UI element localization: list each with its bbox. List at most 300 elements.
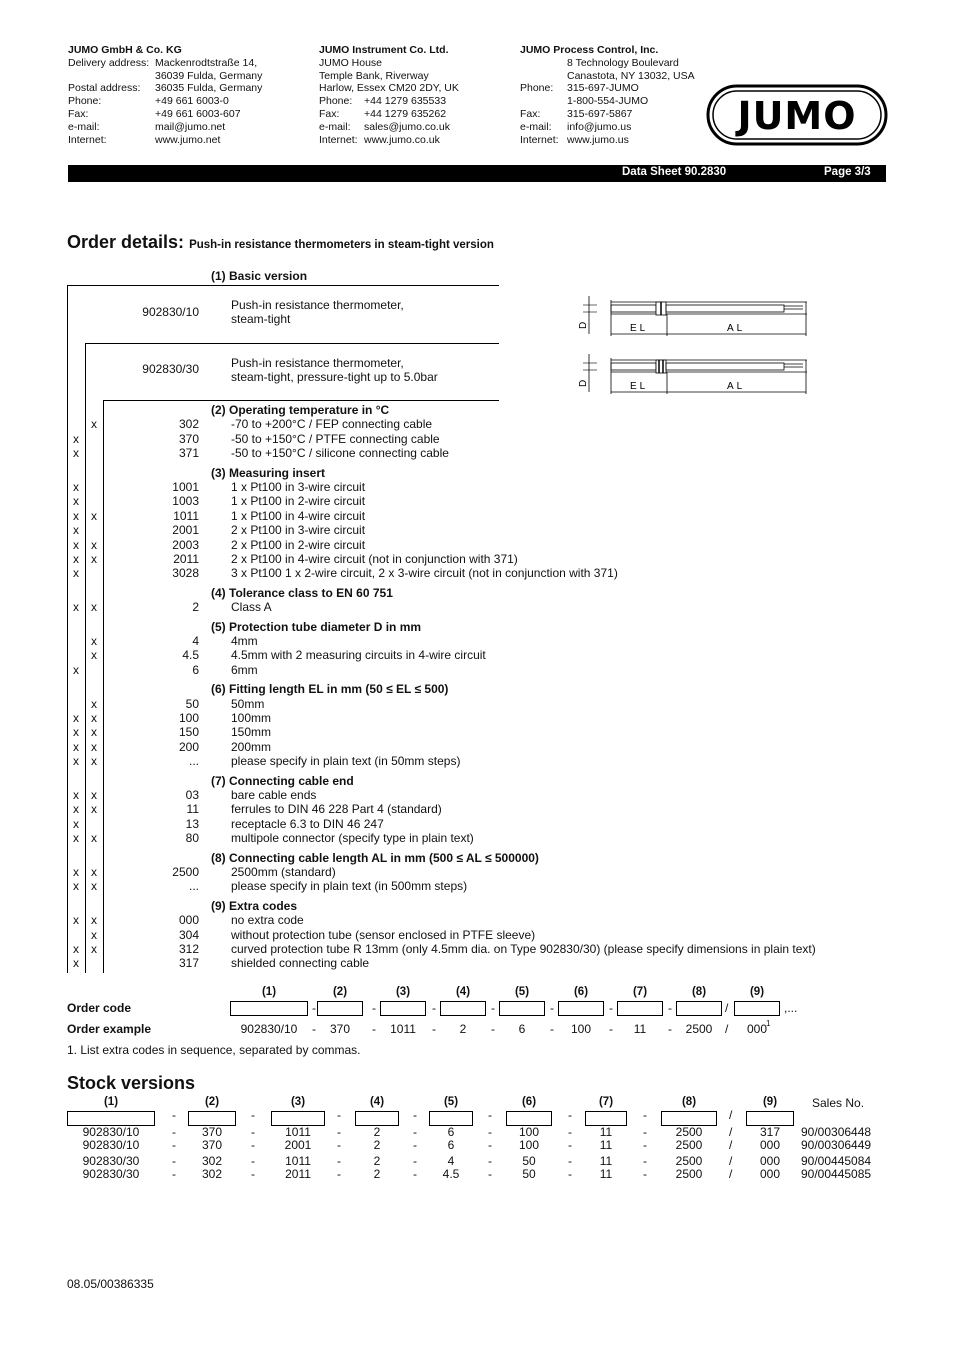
company-row-value: +49 661 6003-0 [155, 95, 229, 108]
option-code: 302 [178, 417, 199, 432]
mark-b: x [91, 788, 97, 802]
option-desc: -50 to +150°C / silicone connecting cable [231, 446, 449, 461]
example-value: 6 [518, 1022, 526, 1036]
example-value: 000 [746, 1022, 768, 1036]
separator-dash: - [488, 1167, 492, 1181]
separator-dash: - [609, 1001, 613, 1015]
separator-dash: - [568, 1138, 572, 1152]
mark-b: x [91, 634, 97, 648]
mark-b: x [91, 417, 97, 432]
mark-b: x [91, 927, 97, 942]
separator-dash: - [643, 1125, 647, 1139]
company-row [520, 108, 695, 121]
stock-col-label: (1) [103, 1096, 119, 1108]
stock-cell: 000 [759, 1138, 781, 1152]
stock-cell: 2500 [675, 1167, 703, 1181]
mark-a: x [73, 566, 79, 581]
mark-b: x [91, 831, 97, 846]
sales-label: Sales No. [812, 1096, 865, 1110]
separator-dash: - [337, 1125, 341, 1139]
separator-dash: - [643, 1167, 647, 1181]
stock-cell: 50 [522, 1167, 536, 1181]
datasheet-bar [68, 165, 886, 182]
mark-b: x [91, 879, 97, 894]
company-row [68, 134, 262, 147]
footnote: 1. List extra codes in sequence, separated by commas. [67, 1043, 361, 1057]
company-row-value: 315-697-5867 [567, 107, 633, 120]
option-code: 317 [178, 956, 199, 971]
option-desc: 3 x Pt100 1 x 2-wire circuit, 2 x 3-wire circuit (not in conjunction with 371) [231, 566, 618, 581]
company-row [520, 70, 695, 83]
option-code: 4.5 [182, 648, 199, 663]
divider [103, 400, 499, 401]
diameter-label: D [578, 379, 589, 387]
option-desc: 100mm [231, 711, 272, 725]
section-heading: (2) Operating temperature in °C [211, 403, 390, 417]
company-row-value: info@jumo.us [567, 120, 632, 133]
basic-desc-10-line1: Push-in resistance thermometer, [231, 298, 404, 312]
company-row [68, 121, 262, 134]
separator-slash: / [725, 1001, 729, 1015]
company-row-value: +44 1279 635533 [364, 95, 447, 108]
stock-title: Stock versions [67, 1073, 196, 1093]
company-row [520, 134, 695, 147]
company-row-value: Temple Bank, Riverway [319, 69, 429, 82]
separator-dash: - [251, 1125, 255, 1139]
option-desc: receptacle 6.3 to DIN 46 247 [231, 816, 384, 831]
stock-cell: 6 [447, 1138, 455, 1152]
divider [85, 343, 499, 344]
option-code: 150 [178, 725, 199, 740]
stock-col-label: (8) [681, 1096, 697, 1108]
stock-box [67, 1111, 155, 1126]
separator-dash: - [568, 1108, 572, 1122]
section-heading: (5) Protection tube diameter D in mm [211, 619, 422, 634]
mark-a: x [73, 508, 79, 523]
section-heading: (7) Connecting cable end [211, 773, 354, 788]
company-row-value: www.jumo.net [155, 133, 221, 146]
company-row [319, 108, 459, 121]
company-3 [520, 44, 695, 146]
separator-dash: - [491, 1001, 495, 1015]
option-desc: 2 x Pt100 in 3-wire circuit [231, 523, 366, 538]
stock-cell: 11 [599, 1125, 613, 1139]
separator-dash: - [251, 1154, 255, 1168]
separator-dash: - [491, 1022, 495, 1036]
stock-cell: 4.5 [442, 1167, 460, 1181]
sales-number: 90/00445084 [801, 1154, 872, 1168]
example-value: 902830/10 [240, 1022, 298, 1036]
stock-cell: 11 [599, 1138, 613, 1152]
option-code: 312 [178, 942, 199, 956]
divider [67, 285, 68, 973]
example-value: 2 [459, 1022, 467, 1036]
separator-dash: - [668, 1001, 672, 1015]
section-heading: (8) Connecting cable length AL in mm (500 ≤ AL ≤ 500000) [211, 850, 539, 865]
stock-cell: 370 [201, 1125, 223, 1139]
separator-dash: - [413, 1108, 417, 1122]
separator-dash: - [172, 1167, 176, 1181]
company-row-label [68, 70, 155, 83]
mark-a: x [73, 816, 79, 831]
mark-a: x [73, 865, 79, 879]
option-desc: 2 x Pt100 in 4-wire circuit (not in conjunction with 371) [231, 552, 518, 566]
mark-a: x [73, 831, 79, 846]
mark-b: x [91, 696, 97, 711]
mark-b: x [91, 711, 97, 725]
company-row [68, 95, 262, 108]
order-example-label: Order example [67, 1022, 152, 1036]
separator-slash: / [729, 1138, 733, 1152]
code-box [440, 1001, 486, 1016]
code-box [380, 1001, 426, 1016]
thermometer-diagram-10 [575, 292, 810, 340]
mark-b: x [91, 913, 97, 928]
option-code: 3028 [172, 566, 199, 581]
stock-col-label: (4) [369, 1096, 385, 1108]
code-box [734, 1001, 780, 1016]
stock-cell: 302 [201, 1154, 223, 1168]
trailing-comma: ,... [784, 1001, 798, 1015]
mark-a: x [73, 956, 79, 971]
mark-b: x [91, 552, 97, 566]
separator-dash: - [413, 1167, 417, 1181]
company-row [68, 82, 262, 95]
option-code: 2003 [172, 537, 199, 552]
company-row-label: Internet: [520, 133, 559, 146]
company-row-value: 8 Technology Boulevard [567, 56, 679, 69]
company-row-value: Canastota, NY 13032, USA [567, 69, 695, 82]
code-position-label: (8) [691, 986, 707, 998]
code-box [499, 1001, 545, 1016]
footnote-marker: 1 [766, 1019, 771, 1028]
separator-dash: - [337, 1108, 341, 1122]
example-value: 370 [329, 1022, 351, 1036]
option-desc: 1 x Pt100 in 2-wire circuit [231, 494, 366, 509]
example-value: 11 [633, 1022, 647, 1036]
company-row-value: +44 1279 635262 [364, 107, 447, 120]
sales-number: 90/00306449 [801, 1138, 872, 1152]
option-code: 371 [178, 446, 199, 461]
footer-code: 08.05/00386335 [67, 1277, 154, 1291]
code-box [676, 1001, 722, 1016]
stock-cell: 2500 [675, 1138, 703, 1152]
company-row [319, 134, 459, 147]
option-desc: no extra code [231, 913, 304, 928]
mark-a: x [73, 754, 79, 769]
stock-cell: 000 [759, 1167, 781, 1181]
company-row-value: Harlow, Essex CM20 2DY, UK [319, 82, 459, 95]
company-row-label: Phone: [520, 82, 554, 95]
example-value: 2500 [685, 1022, 713, 1036]
option-code: 03 [185, 788, 199, 802]
stock-cell: 2 [373, 1125, 381, 1139]
separator-slash: / [729, 1125, 733, 1139]
stock-cell: 370 [201, 1138, 223, 1152]
separator-dash: - [432, 1001, 436, 1015]
thermometer-diagram-30 [575, 350, 810, 398]
mark-a: x [73, 942, 79, 956]
stock-cell: 11 [599, 1154, 613, 1168]
code-position-label: (4) [455, 986, 471, 998]
separator-dash: - [643, 1138, 647, 1152]
company-row [520, 95, 695, 108]
section-heading: (9) Extra codes [211, 898, 298, 913]
stock-box [188, 1111, 236, 1126]
section-heading: (3) Measuring insert [211, 465, 326, 480]
separator-dash: - [312, 1001, 316, 1015]
mark-a: x [73, 537, 79, 552]
stock-box [746, 1111, 794, 1126]
separator-dash: - [172, 1138, 176, 1152]
code-box [230, 1001, 308, 1016]
mark-a: x [73, 662, 79, 677]
separator-dash: - [337, 1167, 341, 1181]
mark-a: x [73, 725, 79, 740]
separator-dash: - [312, 1022, 316, 1036]
stock-col-label: (2) [204, 1096, 220, 1108]
code-position-label: (1) [261, 986, 277, 998]
mark-a: x [73, 913, 79, 928]
stock-cell: 100 [518, 1138, 540, 1152]
company-row-value: 36035 Fulda, Germany [155, 82, 263, 95]
stock-cell: 2500 [675, 1125, 703, 1139]
stock-cell: 2500 [675, 1154, 703, 1168]
stock-cell: 000 [759, 1154, 781, 1168]
option-code: 000 [178, 913, 199, 928]
stock-cell: 1011 [285, 1154, 311, 1168]
option-desc: please specify in plain text (in 50mm steps) [231, 754, 461, 769]
company-row-value: 36039 Fulda, Germany [155, 69, 263, 82]
stock-col-label: (3) [290, 1096, 306, 1108]
section-heading: (4) Tolerance class to EN 60 751 [211, 585, 393, 600]
stock-col-label: (7) [598, 1096, 614, 1108]
mark-a: x [73, 739, 79, 754]
mark-a: x [73, 711, 79, 725]
option-desc: 1 x Pt100 in 4-wire circuit [231, 508, 366, 523]
company-row [520, 57, 695, 70]
mark-b: x [91, 600, 97, 615]
company-row-value: mail@jumo.net [155, 120, 226, 133]
code-position-label: (2) [332, 986, 348, 998]
option-desc: bare cable ends [231, 788, 317, 802]
company-row [319, 95, 459, 108]
basic-code-30: 902830/30 [142, 362, 199, 376]
option-code: ... [188, 754, 199, 769]
page-label: Page 3/3 [824, 166, 871, 178]
mark-b: x [91, 754, 97, 769]
separator-dash: - [568, 1125, 572, 1139]
order-title-text: Order details: [67, 232, 185, 252]
code-box [617, 1001, 663, 1016]
company-row-value: 315-697-JUMO [567, 82, 639, 95]
stock-cell: 902830/30 [82, 1167, 140, 1181]
company-row [68, 108, 262, 121]
separator-dash: - [372, 1022, 376, 1036]
stock-cell: 11 [599, 1167, 613, 1181]
mark-a: x [73, 879, 79, 894]
company-2 [319, 44, 459, 146]
company-row-value: 1-800-554-JUMO [567, 95, 649, 108]
company-row-label: e-mail: [68, 120, 100, 133]
separator-dash: - [372, 1001, 376, 1015]
stock-cell: 2 [373, 1167, 381, 1181]
company-row-value: +49 661 6003-607 [155, 107, 241, 120]
company-row-label: Fax: [68, 107, 89, 120]
option-desc: 200mm [231, 739, 272, 754]
stock-cell: 902830/30 [82, 1154, 140, 1168]
company-row [520, 82, 695, 95]
option-desc: please specify in plain text (in 500mm steps) [231, 879, 468, 894]
company-row [319, 82, 459, 95]
company-row-value: www.jumo.co.uk [364, 133, 440, 146]
option-desc: 50mm [231, 696, 265, 711]
company-row-label: e-mail: [319, 120, 351, 133]
company-row-value: sales@jumo.co.uk [364, 120, 450, 133]
separator-dash: - [568, 1167, 572, 1181]
mark-b: x [91, 648, 97, 663]
company-row-label: Fax: [319, 107, 340, 120]
option-code: 100 [178, 711, 199, 725]
option-desc: shielded connecting cable [231, 956, 370, 971]
option-desc: -70 to +200°C / FEP connecting cable [231, 417, 433, 432]
separator-dash: - [432, 1022, 436, 1036]
mark-a: x [73, 480, 79, 494]
sales-number: 90/00306448 [801, 1125, 872, 1139]
company-name: JUMO GmbH & Co. KG [68, 44, 182, 56]
example-value: 1011 [390, 1022, 416, 1036]
option-code: 2 [192, 600, 199, 615]
basic-desc-10-line2: steam-tight [231, 312, 291, 326]
company-row-label: Delivery address: [68, 56, 150, 69]
separator-dash: - [251, 1108, 255, 1122]
company-row-label [520, 70, 567, 83]
option-code: 1011 [173, 508, 199, 523]
option-code: 200 [178, 739, 199, 754]
divider [103, 400, 104, 973]
mark-a: x [73, 552, 79, 566]
company-row-value: JUMO House [319, 56, 383, 69]
option-desc: curved protection tube R 13mm (only 4.5mm dia. on Type 902830/30) (please specify dimensions in plain text) [231, 942, 816, 956]
option-desc: 6mm [231, 662, 258, 677]
option-code: 2500 [172, 865, 199, 879]
stock-box [355, 1111, 399, 1126]
el-label: EL [630, 381, 649, 392]
mark-a: x [73, 446, 79, 461]
code-box [558, 1001, 604, 1016]
stock-cell: 902830/10 [82, 1125, 140, 1139]
stock-cell: 2011 [285, 1167, 311, 1181]
divider [85, 343, 86, 973]
stock-col-label: (5) [443, 1096, 459, 1108]
stock-cell: 50 [522, 1154, 536, 1168]
separator-dash: - [337, 1154, 341, 1168]
company-row-label [520, 95, 567, 108]
separator-dash: - [643, 1108, 647, 1122]
option-code: 2001 [172, 523, 199, 538]
option-desc: multipole connector (specify type in plain text) [231, 831, 474, 846]
separator-dash: - [172, 1108, 176, 1122]
mark-a: x [73, 802, 79, 817]
separator-dash: - [413, 1138, 417, 1152]
option-desc: 2500mm (standard) [231, 865, 336, 879]
company-row [319, 70, 459, 83]
separator-slash: / [729, 1167, 733, 1181]
separator-slash: / [729, 1108, 733, 1122]
el-label: EL [630, 323, 649, 334]
logo-text: JUMO [737, 94, 857, 138]
separator-dash: - [568, 1154, 572, 1168]
stock-cell: 2 [373, 1138, 381, 1152]
mark-b: x [91, 865, 97, 879]
option-code: 11 [186, 802, 199, 817]
mark-a: x [73, 431, 79, 446]
option-code: 1001 [172, 480, 199, 494]
company-row [68, 70, 262, 83]
stock-cell: 317 [759, 1125, 781, 1139]
separator-dash: - [413, 1154, 417, 1168]
option-code: 370 [178, 431, 199, 446]
stock-cell: 1011 [285, 1125, 311, 1139]
stock-cell: 302 [201, 1167, 223, 1181]
stock-col-label: (6) [521, 1096, 537, 1108]
option-code: 2011 [173, 552, 199, 566]
stock-col-label: (9) [762, 1096, 778, 1108]
option-desc: 150mm [231, 725, 272, 740]
company-row-label: Phone: [68, 95, 102, 108]
mark-b: x [91, 537, 97, 552]
example-value: 100 [570, 1022, 592, 1036]
code-position-label: (7) [632, 986, 648, 998]
basic-desc-30-line2: steam-tight, pressure-tight up to 5.0bar [231, 370, 438, 384]
separator-dash: - [488, 1138, 492, 1152]
stock-cell: 100 [518, 1125, 540, 1139]
code-position-label: (3) [395, 986, 411, 998]
basic-desc-30-line1: Push-in resistance thermometer, [231, 356, 404, 370]
option-code: 304 [178, 927, 199, 942]
stock-box [271, 1111, 325, 1126]
option-code: 4 [192, 634, 199, 648]
mark-b: x [91, 725, 97, 740]
order-subtitle: Push-in resistance thermometers in steam-tight version [189, 239, 494, 251]
stock-box [429, 1111, 473, 1126]
mark-b: x [91, 508, 97, 523]
separator-dash: - [488, 1154, 492, 1168]
stock-cell: 6 [447, 1125, 455, 1139]
stock-cell: 4 [447, 1154, 455, 1168]
company-name: JUMO Process Control, Inc. [520, 44, 659, 56]
mark-a: x [73, 788, 79, 802]
option-desc: 2 x Pt100 in 2-wire circuit [231, 537, 366, 552]
stock-box [661, 1111, 717, 1126]
basic-code-10: 902830/10 [142, 305, 199, 319]
company-row-label: Internet: [68, 133, 107, 146]
company-row [319, 57, 459, 70]
separator-dash: - [668, 1022, 672, 1036]
divider [67, 285, 499, 286]
separator-dash: - [337, 1138, 341, 1152]
mark-b: x [91, 802, 97, 817]
company-row [68, 57, 262, 70]
separator-dash: - [251, 1167, 255, 1181]
company-row-label: Postal address: [68, 82, 141, 95]
option-desc: 4mm [231, 634, 258, 648]
section-heading: (6) Fitting length EL in mm (50 ≤ EL ≤ 500) [211, 682, 449, 697]
separator-dash: - [550, 1022, 554, 1036]
mark-a: x [73, 600, 79, 615]
company-row-label [520, 57, 567, 70]
company-row-value: Mackenrodtstraße 14, [155, 56, 258, 69]
